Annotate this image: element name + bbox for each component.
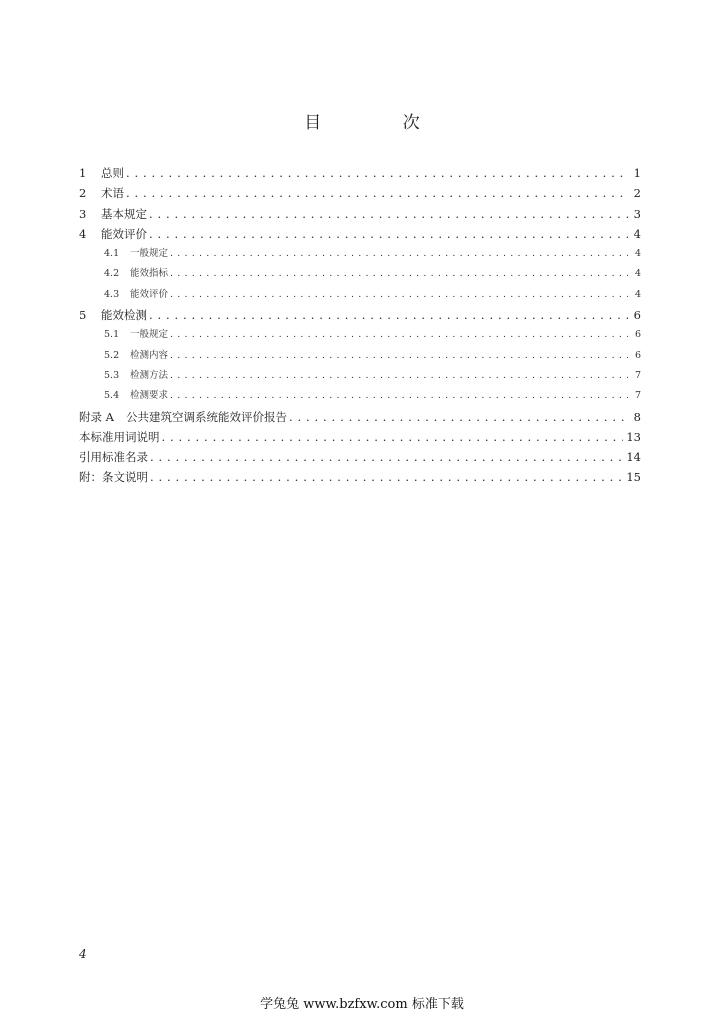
toc-entry-page: 13 <box>626 429 641 444</box>
toc-entry-title: 能效评价 <box>101 226 147 241</box>
toc-leader-dots <box>150 447 623 467</box>
toc-entry-title: 能效指标 <box>130 268 169 280</box>
toc-entry-number: 5.2 <box>104 349 120 361</box>
toc-entry[interactable] <box>79 204 641 224</box>
toc-leader-dots <box>149 224 628 244</box>
toc-entry-page: 4 <box>634 248 641 260</box>
toc-leader-dots <box>170 325 628 345</box>
toc-entry-page: 6 <box>633 308 641 323</box>
toc-leader-dots <box>170 285 628 305</box>
toc-leader-dots <box>170 386 628 406</box>
toc-leader-dots <box>170 366 628 386</box>
toc-entry-title: 检测内容 <box>130 349 169 361</box>
toc-subentry[interactable] <box>79 366 641 386</box>
toc-entry-page: 1 <box>633 166 641 180</box>
toc-entry-number: 5.1 <box>104 329 120 341</box>
toc-entry-title: 能效检测 <box>101 308 147 323</box>
toc-entry-page: 8 <box>633 409 641 424</box>
toc-entry[interactable] <box>79 447 641 467</box>
toc-entry[interactable] <box>79 183 641 203</box>
table-of-contents <box>79 163 641 488</box>
toc-leader-dots <box>149 204 628 224</box>
toc-entry[interactable] <box>79 224 641 244</box>
toc-leader-dots <box>126 163 628 183</box>
toc-entry[interactable] <box>79 427 641 447</box>
toc-entry-page: 6 <box>634 329 641 341</box>
toc-entry-page: 6 <box>634 349 641 361</box>
toc-entry-page: 3 <box>633 206 641 221</box>
toc-entry-number: 2 <box>79 186 87 201</box>
toc-entry-title: 能效评价 <box>130 288 169 300</box>
toc-entry-title: 基本规定 <box>101 206 147 221</box>
toc-entry-page: 2 <box>633 186 641 201</box>
toc-entry[interactable] <box>79 467 641 487</box>
toc-leader-dots <box>170 244 628 264</box>
toc-leader-dots <box>149 305 628 325</box>
toc-leader-dots <box>162 427 624 447</box>
toc-entry-page: 4 <box>634 288 641 300</box>
toc-entry-page: 15 <box>626 470 641 485</box>
toc-entry-number: 4.3 <box>104 288 120 300</box>
toc-entry-title: 一般规定 <box>130 329 169 341</box>
toc-entry-title: 附：条文说明 <box>79 470 148 485</box>
toc-entry-title: 检测方法 <box>130 369 169 381</box>
toc-entry-title: 检测要求 <box>130 390 169 402</box>
toc-entry-title: 公共建筑空调系统能效评价报告 <box>126 409 287 424</box>
toc-entry-title: 一般规定 <box>130 248 169 260</box>
toc-subentry[interactable] <box>79 244 641 264</box>
toc-leader-dots <box>150 467 623 487</box>
toc-entry-number: 3 <box>79 206 87 221</box>
toc-entry-page: 4 <box>633 226 641 241</box>
toc-entry-number: 4 <box>79 226 87 241</box>
toc-subentry[interactable] <box>79 264 641 284</box>
toc-entry-page: 7 <box>634 390 641 402</box>
toc-entry-number: 5.4 <box>104 390 120 402</box>
toc-entry-title: 引用标准名录 <box>79 450 148 465</box>
toc-entry-number: 4.1 <box>104 248 120 260</box>
toc-leader-dots <box>170 346 628 366</box>
toc-subentry[interactable] <box>79 285 641 305</box>
toc-entry[interactable] <box>79 305 641 325</box>
toc-entry-number: 5 <box>79 308 87 323</box>
watermark-footer: 学兔兔 www.bzfxw.com 标准下载 <box>260 997 464 1012</box>
toc-entry-number: 1 <box>79 166 87 180</box>
toc-entry-page: 14 <box>626 450 641 465</box>
page-number: 4 <box>79 947 87 961</box>
toc-subentry[interactable] <box>79 325 641 345</box>
toc-entry[interactable] <box>79 163 641 183</box>
toc-entry-title: 本标准用词说明 <box>79 429 160 444</box>
toc-entry[interactable] <box>79 407 641 427</box>
toc-heading: 目 次 <box>304 113 458 133</box>
toc-entry-page: 4 <box>634 268 641 280</box>
toc-subentry[interactable] <box>79 386 641 406</box>
toc-entry-number: 4.2 <box>104 268 120 280</box>
toc-leader-dots <box>170 264 628 284</box>
toc-subentry[interactable] <box>79 346 641 366</box>
toc-leader-dots <box>126 183 628 203</box>
toc-entry-title: 术语 <box>101 186 124 201</box>
toc-entry-page: 7 <box>634 369 641 381</box>
toc-entry-number: 5.3 <box>104 369 120 381</box>
toc-entry-number: 附录 A <box>79 409 114 424</box>
toc-leader-dots <box>289 407 628 427</box>
toc-entry-title: 总则 <box>101 166 124 180</box>
